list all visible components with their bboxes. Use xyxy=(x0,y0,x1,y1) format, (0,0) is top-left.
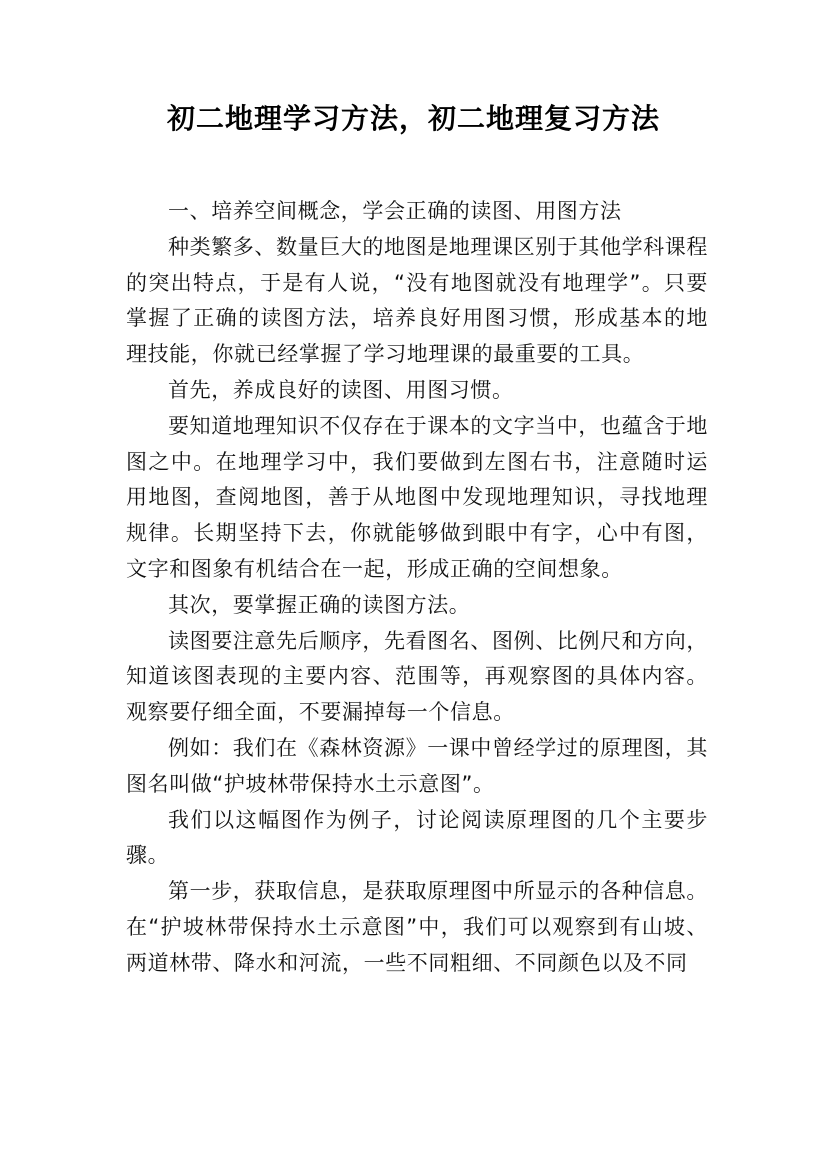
paragraph: 例如：我们在《森林资源》一课中曾经学过的原理图，其图名叫做“护坡林带保持水土示意图”。 xyxy=(126,735,708,796)
document-body xyxy=(126,194,708,982)
paragraph: 第一步，获取信息，是获取原理图中所显示的各种信息。在“护坡林带保持水土示意图”中，我们可以观察到有山坡、两道林带、降水和河流，一些不同粗细、不同颜色以及不同 xyxy=(126,879,708,975)
paragraph: 首先，养成良好的读图、用图习惯。 xyxy=(168,377,514,402)
paragraph: 我们以这幅图作为例子，讨论阅读原理图的几个主要步骤。 xyxy=(126,807,708,868)
paragraph-section-heading: 一、培养空间概念，学会正确的读图、用图方法 xyxy=(168,199,622,223)
paragraph: 种类繁多、数量巨大的地图是地理课区别于其他学科课程的突出特点，于是有人说，“没有地图就没有地理学”。只要掌握了正确的读图方法，培养良好用图习惯，形成基本的地理技能，你就已经掌握了学习地理课的最重要的工具。 xyxy=(126,234,708,367)
paragraph: 读图要注意先后顺序，先看图名、图例、比例尺和方向，知道该图表现的主要内容、范围等，再观察图的具体内容。观察要仔细全面，不要漏掉每一个信息。 xyxy=(126,628,708,725)
paragraph: 其次，要掌握正确的读图方法。 xyxy=(168,592,471,617)
paragraph: 要知道地理知识不仅存在于课本的文字当中，也蕴含于地图之中。在地理学习中，我们要做到左图右书，注意随时运用地图，查阅地图，善于从地图中发现地理知识，寻找地理规律。长期坚持下去，你就能够做到眼中有字，心中有图，文字和图象有机结合在一起，形成正确的空间想象。 xyxy=(126,413,708,581)
document-title: 初二地理学习方法，初二地理复习方法 xyxy=(166,102,660,135)
